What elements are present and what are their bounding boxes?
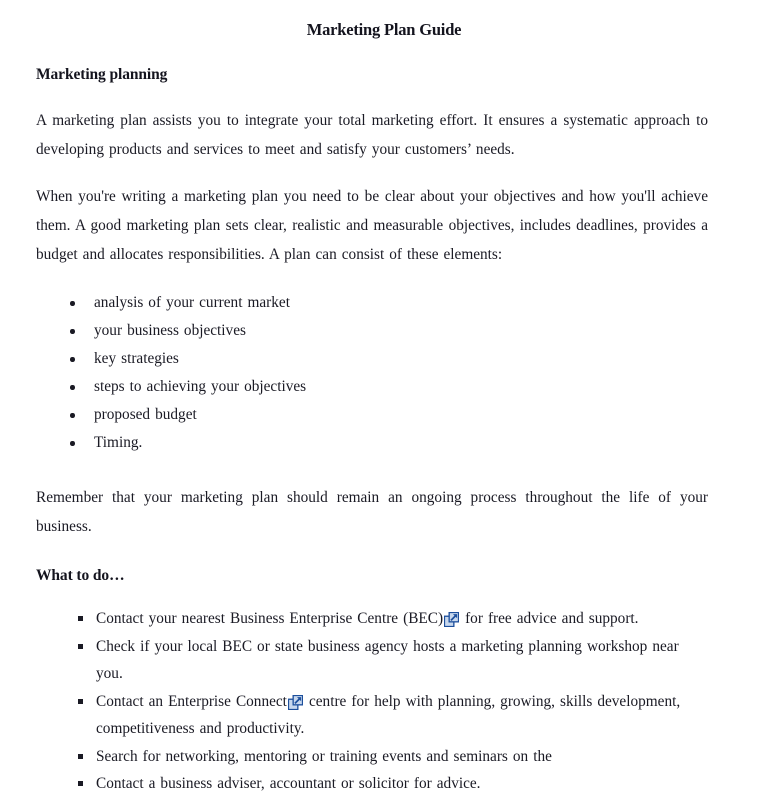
list-item (36, 605, 708, 633)
paragraph-writing-a-plan: When you're writing a marketing plan you need to be clear about your objectives and how you'll achieve them. A good marketing plan sets clear, realistic and measurable objectives, includes deadlines, provides a budget and allocates responsibilities. A plan can consist of these elements: (36, 188, 708, 263)
list-item-label: steps to achieving your objectives (94, 378, 307, 395)
heading-marketing-planning: Marketing planning (36, 66, 168, 83)
list-item (36, 770, 708, 798)
list-item (36, 743, 708, 771)
page-title: Marketing Plan Guide (306, 20, 462, 39)
list-item (36, 633, 708, 688)
paragraph-remember-ongoing-process: Remember that your marketing plan should remain an ongoing process throughout the life of your business. (36, 489, 708, 535)
document-body (0, 66, 768, 798)
external-link-icon[interactable] (444, 612, 459, 627)
spacer (36, 585, 708, 605)
paragraph-marketing-plan-intro: A marketing plan assists you to integrate your total marketing effort. It ensures a systematic approach to developing products and services to meet and satisfy your customers’ needs. (36, 112, 708, 158)
list-item-label: your business objectives (94, 322, 246, 339)
list-item (36, 289, 708, 317)
list-item (36, 317, 708, 345)
list-item-text-after: for free advice and support. (460, 610, 639, 627)
list-item-label: proposed budget (94, 406, 197, 423)
list-item-label: analysis of your current market (94, 294, 290, 311)
external-link-icon[interactable] (288, 695, 303, 710)
spacer (36, 164, 708, 182)
list-item (36, 373, 708, 401)
list-item-text-before: Contact a business adviser, accountant or solicitor for advice. (96, 775, 481, 792)
list-item-text-before: Contact your nearest Business Enterprise Centre (BEC) (96, 610, 444, 627)
list-plan-elements (36, 289, 708, 457)
spacer (0, 40, 768, 66)
list-what-to-do-actions (36, 605, 708, 798)
list-item (36, 345, 708, 373)
list-item (36, 401, 708, 429)
spacer (36, 84, 708, 106)
list-item-label: key strategies (94, 350, 179, 367)
list-item-text-before: Contact an Enterprise Connect (96, 692, 287, 710)
heading-what-to-do: What to do… (36, 567, 125, 584)
list-item-label: Timing. (94, 434, 143, 451)
spacer (36, 269, 708, 289)
list-item (36, 429, 708, 457)
list-item-text-before: Check if your local BEC or state business agency hosts a marketing planning workshop near you. (96, 637, 679, 682)
list-item-text-before: Search for networking, mentoring or training events and seminars on the (96, 747, 552, 765)
list-item-text-after: centre for help with planning, growing, skills development, competitiveness and productivity. (96, 692, 681, 737)
spacer (36, 541, 708, 567)
spacer (36, 457, 708, 483)
list-item (36, 688, 708, 743)
